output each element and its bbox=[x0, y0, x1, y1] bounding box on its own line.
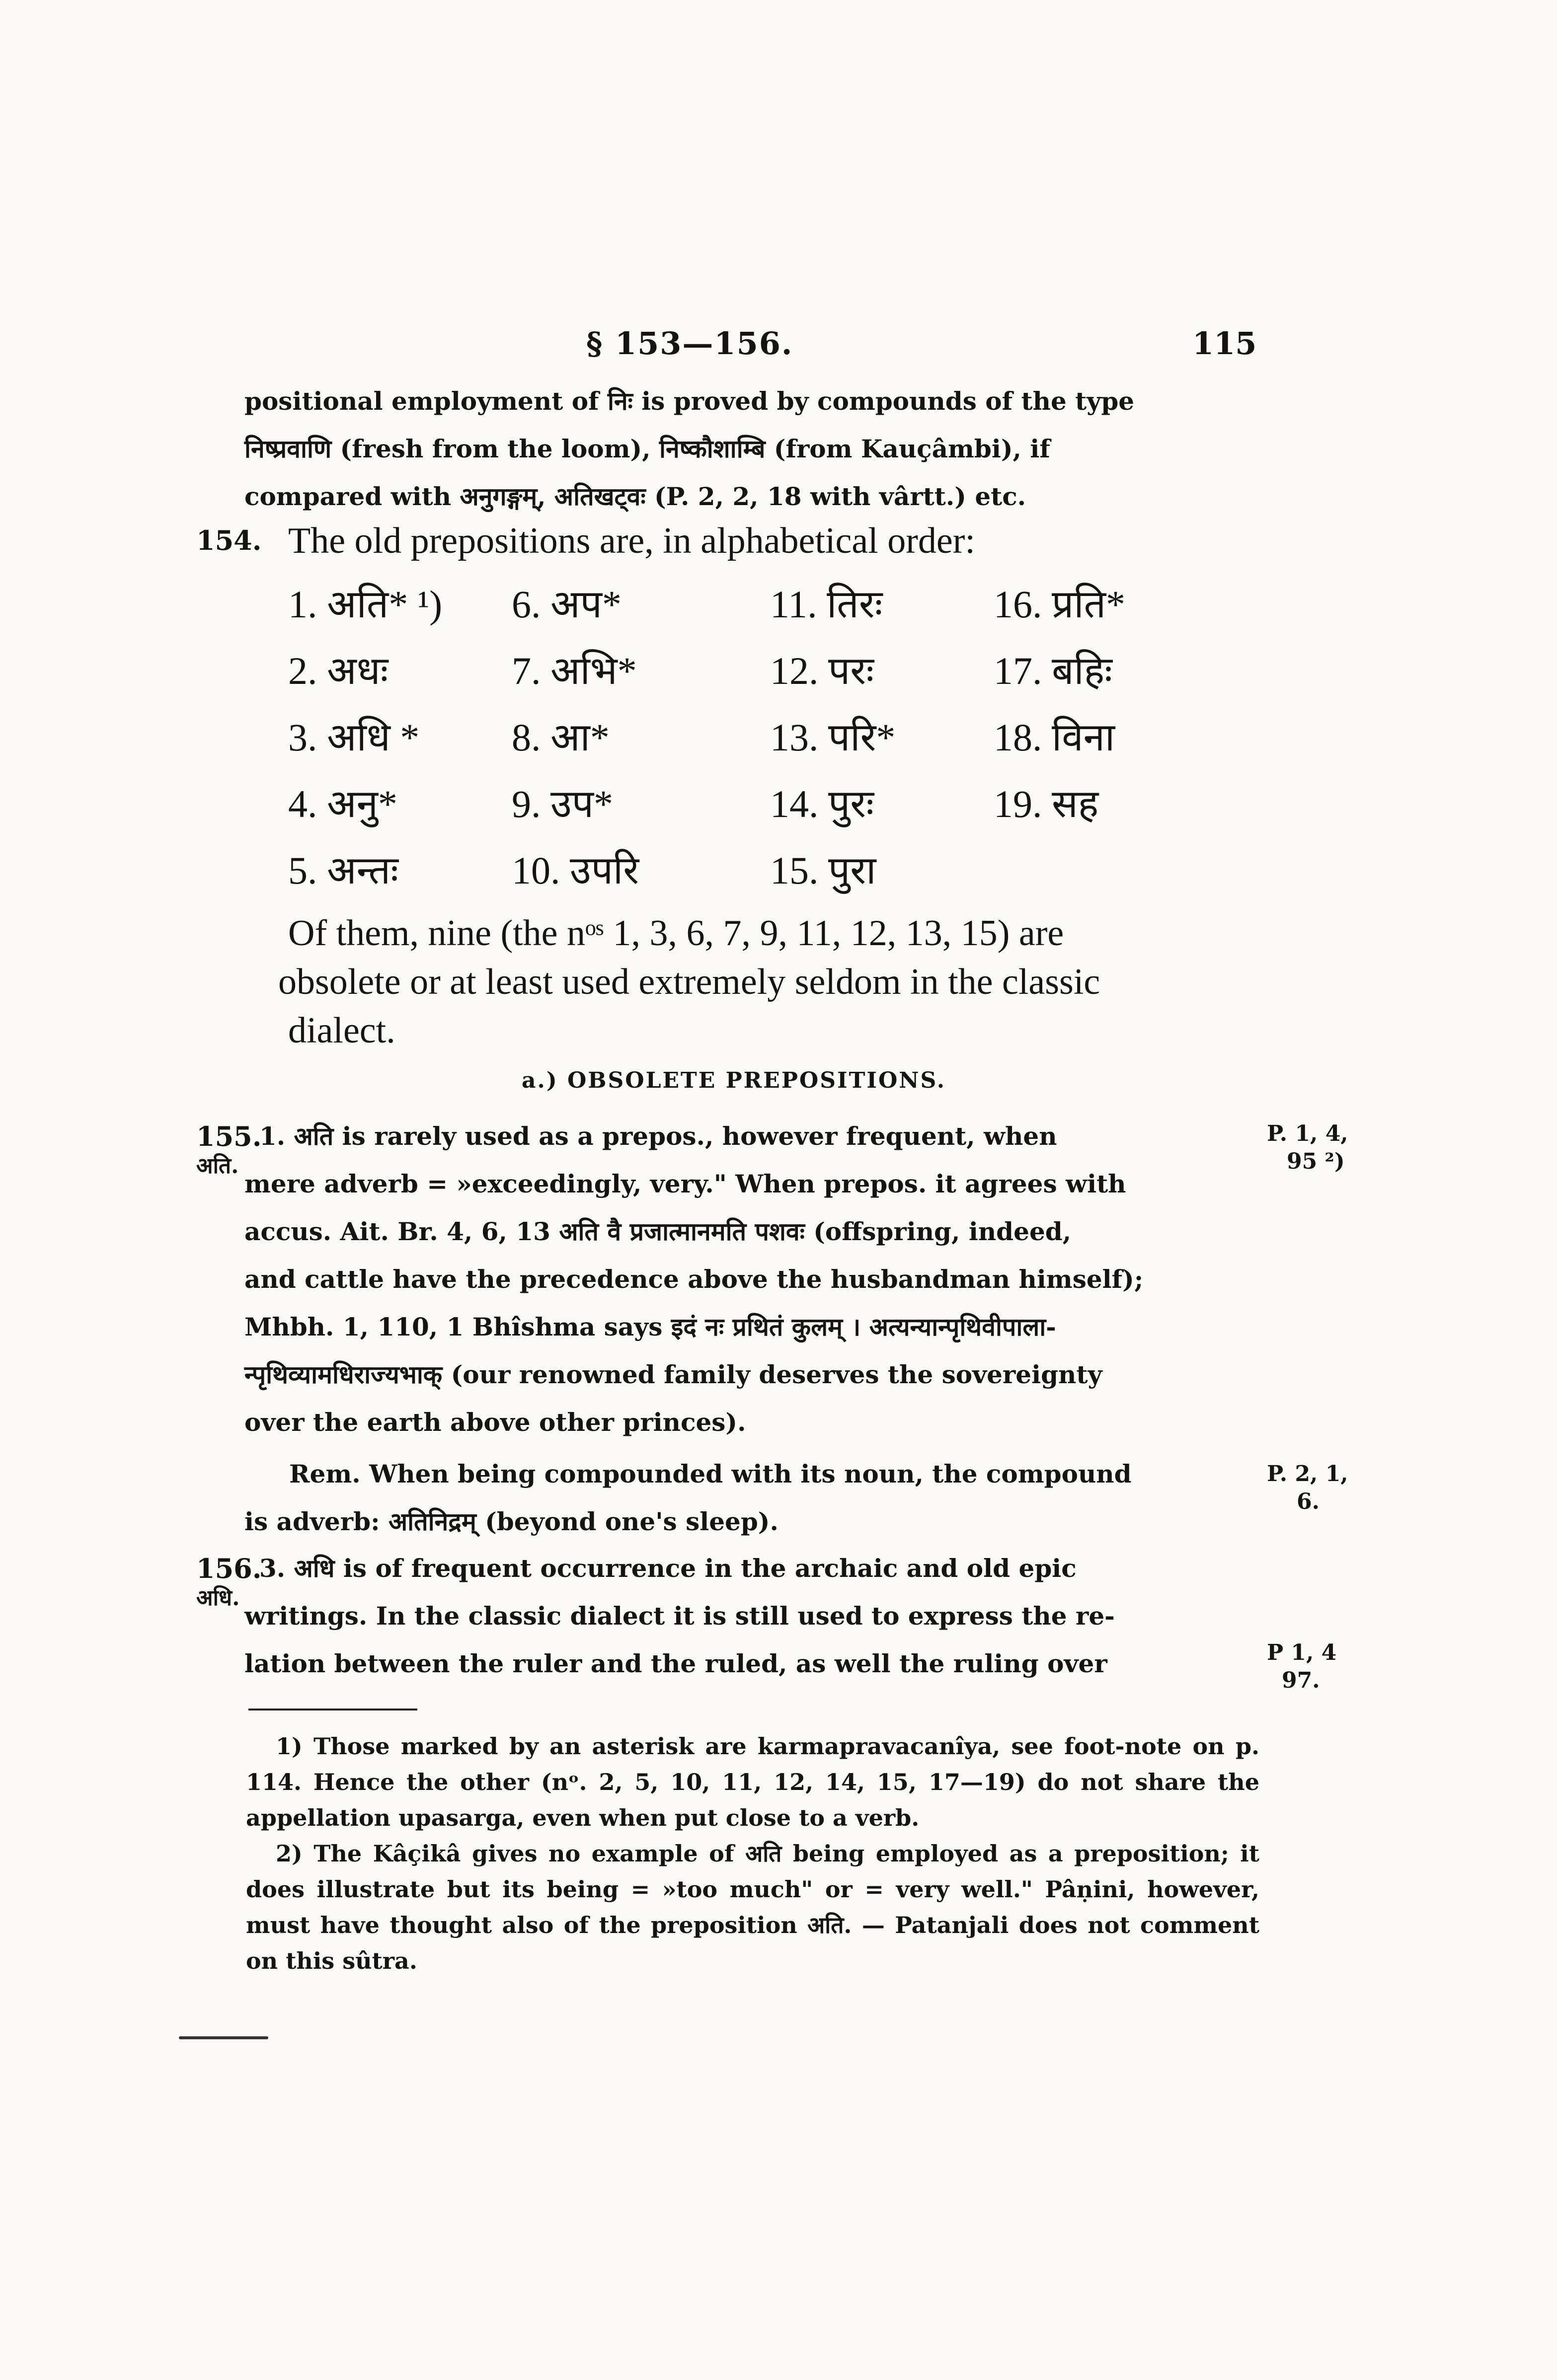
text-line: compared with अनुगङ्गम्, अतिखट्वः (P. 2, 2, 18 with vârtt.) etc. bbox=[244, 482, 1026, 511]
text-line: positional employment of निः is proved by compounds of the type bbox=[244, 386, 1135, 416]
preposition-item: 14. पुरः bbox=[770, 782, 874, 825]
section-156-body bbox=[244, 1545, 1258, 1688]
section-155-body bbox=[244, 1113, 1258, 1446]
footnotes bbox=[246, 1728, 1259, 1979]
reference-line: 95 ²) bbox=[1287, 1149, 1345, 1174]
running-header bbox=[0, 325, 1557, 380]
text-line: lation between the ruler and the ruled, as well the ruling over bbox=[244, 1649, 1107, 1678]
preposition-item: 7. अभि* bbox=[512, 649, 637, 692]
preposition-item: 13. परि* bbox=[770, 716, 896, 759]
ink-mark bbox=[179, 2036, 268, 2039]
section-154-conclusion bbox=[278, 909, 1257, 1055]
text-line: 3. अधि is of frequent occurrence in the archaic and old epic bbox=[259, 1554, 1077, 1583]
text-line: writings. In the classic dialect it is still used to express the re- bbox=[244, 1601, 1115, 1631]
text-line: Mhbh. 1, 110, 1 Bhîshma says इदं नः प्रथितं कुलम् । अत्यन्यान्पृथिवीपाला- bbox=[244, 1312, 1056, 1341]
section-number-155: 155. bbox=[196, 1120, 262, 1152]
preposition-item: 4. अनु* bbox=[288, 782, 397, 825]
footnote-rule bbox=[248, 1709, 417, 1711]
section-154-heading: The old prepositions are, in alphabetical order: bbox=[288, 521, 975, 561]
margin-keyword-ati: अति. bbox=[196, 1153, 239, 1179]
preposition-item: 19. सह bbox=[994, 782, 1099, 825]
margin-reference bbox=[1267, 1120, 1348, 1176]
text-line: 1. अति is rarely used as a prepos., however frequent, when bbox=[259, 1121, 1057, 1151]
margin-keyword-adhi: अधि. bbox=[196, 1585, 240, 1611]
preposition-item: 9. उप* bbox=[512, 782, 614, 825]
prepositions-column-4 bbox=[994, 571, 1125, 837]
paragraph-continuation bbox=[244, 377, 1258, 521]
prepositions-column-3 bbox=[770, 571, 895, 904]
reference-line: 97. bbox=[1282, 1668, 1320, 1693]
preposition-item: 1. अति* ¹) bbox=[288, 583, 443, 626]
section-155-remark bbox=[244, 1450, 1258, 1546]
text-line: mere adverb = »exceedingly, very." When prepos. it agrees with bbox=[244, 1169, 1126, 1198]
text-line: and cattle have the precedence above the husbandman himself); bbox=[244, 1264, 1144, 1294]
reference-line: P. 2, 1, bbox=[1267, 1461, 1348, 1487]
footnote-2-text: 2) The Kâçikâ gives no example of अति being employed as a preposition; it does illustrate but its being = »too much" or = very well." Pâṇini, however, must have thought also of the preposition अति. — Patanjali does not comment on this sûtra. bbox=[246, 1840, 1259, 1974]
footnote-1 bbox=[246, 1728, 1259, 1836]
reference-line: P 1, 4 bbox=[1267, 1640, 1337, 1665]
text-line: is adverb: अतिनिद्रम् (beyond one's sleep). bbox=[244, 1507, 778, 1536]
prepositions-column-1 bbox=[288, 571, 442, 904]
reference-line: 6. bbox=[1297, 1489, 1320, 1514]
preposition-item: 17. बहिः bbox=[994, 649, 1112, 692]
preposition-item: 11. तिरः bbox=[770, 583, 883, 626]
text-line: over the earth above other princes). bbox=[244, 1408, 746, 1437]
preposition-item: 18. विना bbox=[994, 716, 1115, 759]
preposition-item: 8. आ* bbox=[512, 716, 610, 759]
preposition-item: 6. अप* bbox=[512, 583, 622, 626]
text-line: Of them, nine (the nᵒˢ 1, 3, 6, 7, 9, 11, 12, 13, 15) are bbox=[288, 913, 1064, 954]
footnote-1-text: 1) Those marked by an asterisk are karmapravacanîya, see foot-note on p. 114. Hence the other (nᵒ. 2, 5, 10, 11, 12, 14, 15, 17—19) do not share the appellation upasarga, even when put close to a verb. bbox=[246, 1733, 1259, 1831]
footnote-2 bbox=[246, 1836, 1259, 1979]
section-range: § 153—156. bbox=[586, 325, 793, 362]
text-line: accus. Ait. Br. 4, 6, 13 अति वै प्रजात्मानमति पशवः (offspring, indeed, bbox=[244, 1217, 1072, 1246]
section-number-154: 154. bbox=[196, 524, 262, 556]
reference-line: P. 1, 4, bbox=[1267, 1121, 1348, 1146]
margin-reference bbox=[1267, 1639, 1336, 1695]
preposition-item: 2. अधः bbox=[288, 649, 389, 692]
page-number: 115 bbox=[1192, 325, 1257, 362]
text-line: निष्प्रवाणि (fresh from the loom), निष्कौशाम्बि (from Kauçâmbi), if bbox=[244, 434, 1050, 463]
subheading-obsolete-prepositions: a.) OBSOLETE PREPOSITIONS. bbox=[522, 1068, 946, 1093]
preposition-item: 3. अधि * bbox=[288, 716, 420, 759]
text-line: न्पृथिव्यामधिराज्यभाक् (our renowned family deserves the sovereignty bbox=[244, 1360, 1102, 1389]
preposition-item: 16. प्रति* bbox=[994, 583, 1126, 626]
margin-reference bbox=[1267, 1460, 1348, 1516]
text-line: Rem. When being compounded with its noun, the compound bbox=[289, 1459, 1132, 1488]
preposition-item: 10. उपरि bbox=[512, 849, 639, 892]
preposition-item: 5. अन्तः bbox=[288, 849, 398, 892]
section-number-156: 156. bbox=[196, 1553, 262, 1584]
prepositions-column-2 bbox=[512, 571, 639, 904]
preposition-item: 15. पुरा bbox=[770, 849, 876, 892]
preposition-item: 12. परः bbox=[770, 649, 874, 692]
text-line: dialect. bbox=[288, 1010, 395, 1051]
text-line: obsolete or at least used extremely seldom in the classic bbox=[278, 962, 1100, 1002]
